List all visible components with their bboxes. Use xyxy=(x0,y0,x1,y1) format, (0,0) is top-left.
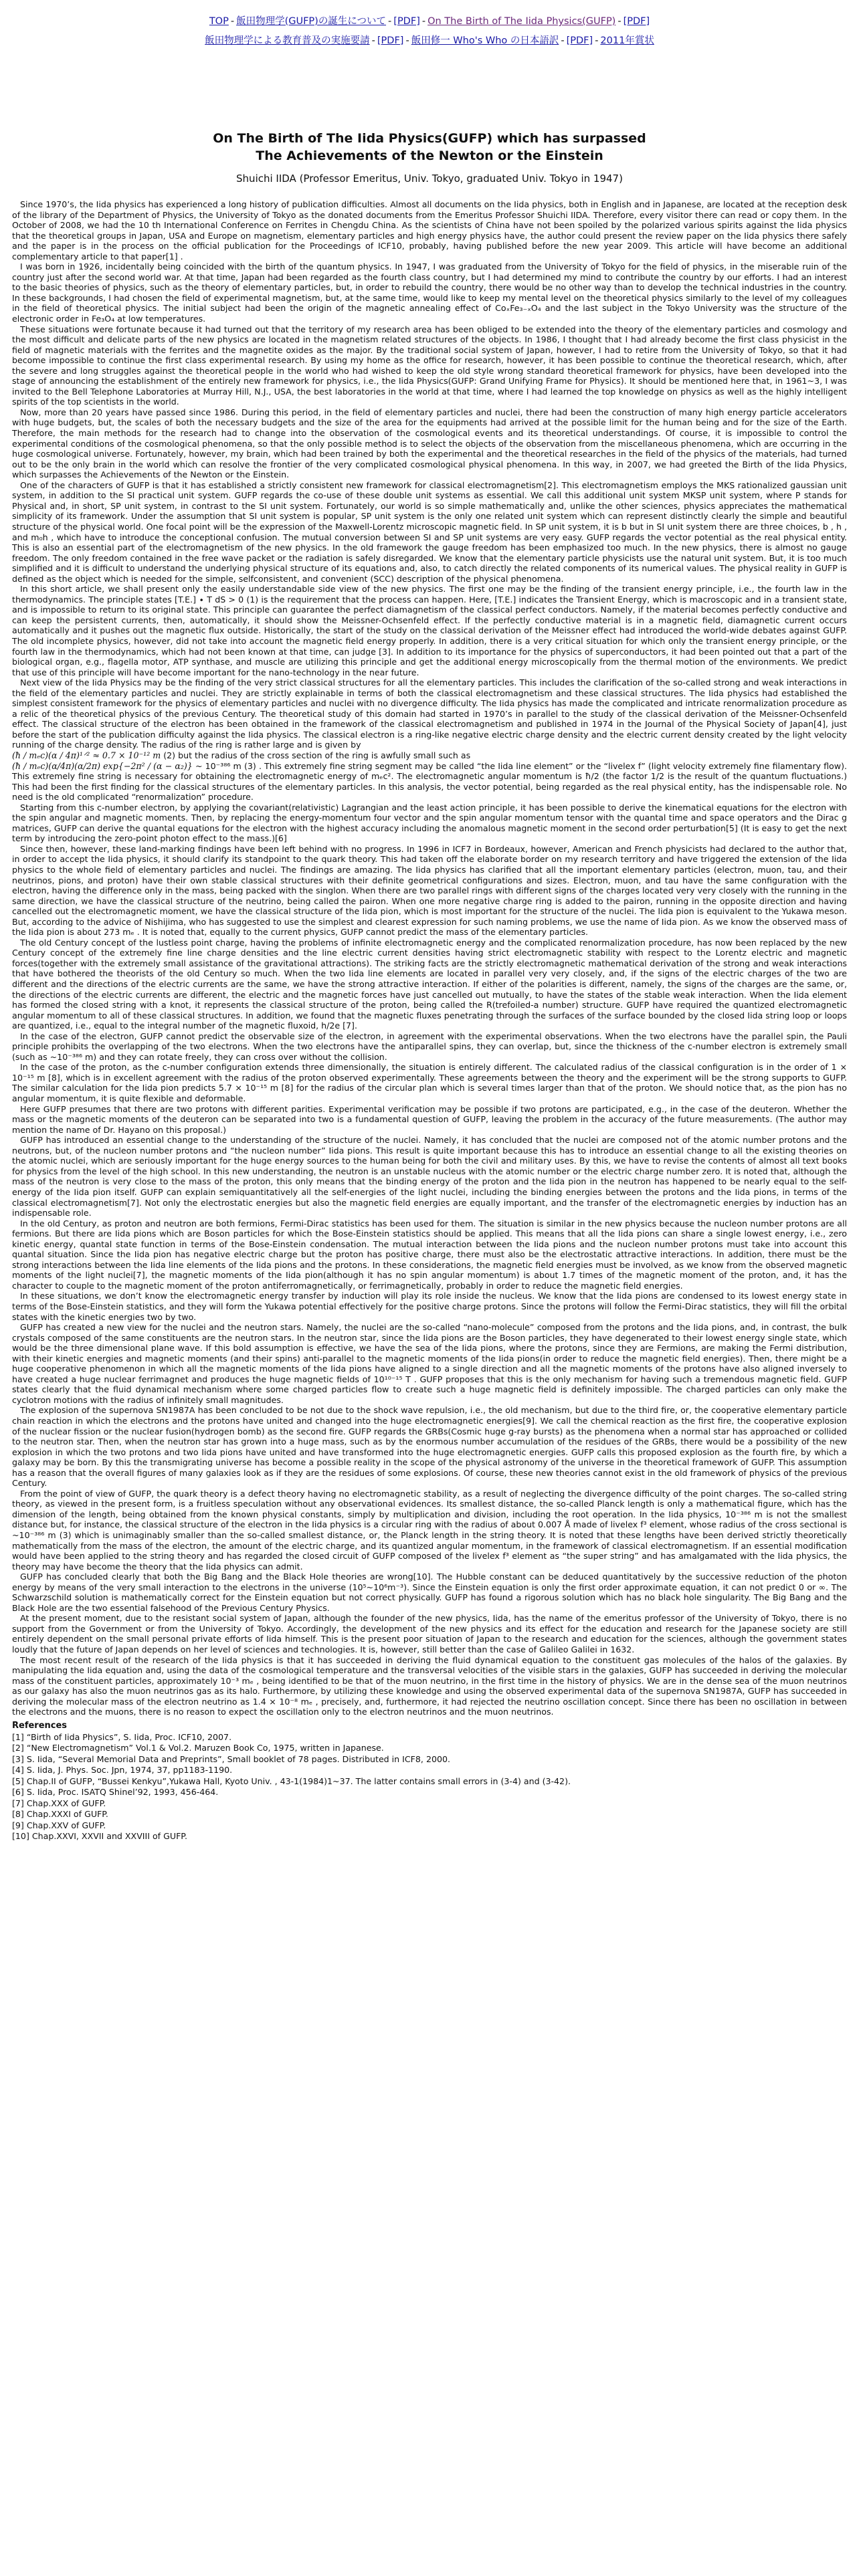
equation-2 xyxy=(12,750,847,761)
equation-3-formula: (ħ / mₑc)(α/4π)(α/2π) exp{−2π² / (α − α₂)} xyxy=(12,760,193,771)
nav-separator: - xyxy=(617,16,622,27)
nav-link[interactable]: [PDF] xyxy=(393,16,420,27)
nav-row-1 xyxy=(12,12,847,31)
paragraph: In the case of the electron, GUFP cannot predict the observable size of the electron, in agreement with the experimental observations. When the two electrons have the parallel spin, the Pauli principle prohibits the overlapping of the two electrons. When the two electrons have the antiparallel spins, they can overlap, but, since the thickness of the c-number electron is extremely small (such as ~10⁻³⁸⁶ m) and they can rotate freely, they can cross over without the collision. xyxy=(12,1031,847,1062)
paragraph: Since then, however, these land-marking findings have been left behind with no progress. In 1996 in ICF7 in Bordeaux, however, American and French physicists had declared to the author that, in order to accept the Iida physics, it should clarify its standpoint to the quark theory. This had taken off the elaborate border on my research territory and have triggered the extension of the Iida physics to the whole field of elementary particles and nuclei. The findings are amazing. The Iida physics has clarified that all the important elementary particles (electron, muon, tau, and their neutrinos, pions, and proton) have their own stable classical structures with their definite geometrical configurations and sizes. Electron, muon, and tau have the same configuration with the electron, having the difference only in the mass, being packed with the singlon. When there are two parallel rings with different signs of the charges located very very closely with the running in the same direction, we have the classical structure of the neutrino, being called the pairon. When one more negative charge ring is added to the pairon, running in the opposite direction and having cancelled out the electromagnetic moment, we have the classical structure of the Iida pion, which is most important for the structure of the nuclei. The Iida pion is equivalent to the Yukawa meson. But, according to the advice of Nishijima, who has suggested to use the simplest and clearest expression for such naming problems, we use the name of Iida pion. As we know the observed mass of the Iida pion is about 273 mₑ . It is noted that, equally to the current physics, GUFP cannot predict the mass of the elementary particles. xyxy=(12,843,847,938)
nav-link[interactable]: 飯田物理学による教育普及の実施要請 xyxy=(205,35,370,46)
reference-item: [2] “New Electromagnetism” Vol.1 & Vol.2. Maruzen Book Co, 1975, written in Japanese. xyxy=(12,1743,384,1753)
reference-item: [3] S. Iida, “Several Memorial Data and Preprints”, Small booklet of 78 pages. Distributed in ICF8, 2000. xyxy=(12,1753,450,1764)
nav-links xyxy=(12,12,847,51)
references-heading: References xyxy=(12,1720,68,1731)
reference-item: [8] Chap.XXXI of GUFP. xyxy=(12,1809,108,1820)
paragraph: In the old Century, as proton and neutron are both fermions, Fermi-Dirac statistics has been used for them. The situation is similar in the new physics because the nucleon number protons are all fermions. But there are Iida pions which are Boson particles for which the Bose-Einstein statistics should be applied. This means that all the Iida pions can share a single lowest energy, i.e., zero kinetic energy, quantal state function in terms of the Bose-Einstein condensation. The mutual interaction between the Iida pions and the nucleon number protons must take into account this quantal situation. Since the Iida pion has negative electric charge but the proton has positive charge, there must also be the electrostatic attractive interactions. In addition, there must be the strong interactions between the Iida line elements of the Iida pions and the protons. In these considerations, the magnetic field energies must be involved, as we know from the observed magnetic moments of the light nuclei[7], the magnetic moments of the Iida pion(although it has no spin angular momentum) is about 1.7 times of the magnetic moment of the proton, and, it has the character to couple to the magnetic moment of the proton antiferromagnetically, or ferrimagnetically, probably in order to reduce the magnetic field energies. xyxy=(12,1218,847,1291)
paragraph: The old Century concept of the lustless point charge, having the problems of infinite electromagnetic energy and the complicated renormalization procedure, has now been replaced by the new Century concept of the extremely fine line charge densities and the line electric current densities having strict electromagnetic stability with respect to the Lorentz electric and magnetic forces(together with the extremely small assistance of the gravitational attractions). The striking facts are the strictly electromagnetic mathematical derivation of the strong and weak interactions that have bothered the theorists of the old Century so much. When the two Iida line elements are located in parallel very very closely, and, if the signs of the electric charges of the two are different and the directions of the electric currents are the same, we have the strong attractive interaction. If either of the polarities is different, namely, the signs of the charges are the same, or, the directions of the electric currents are different, the electric and the magnetic forces have just cancelled out mutually, to have the states of the stable weak interaction. When the Iida element has formed the closed string with a knot, it represents the classical structure of the proton, being called the R(trefoiled-a number) structure. GUFP have required the quantized electromagnetic angular momentum to all of these classical structures. In addition, we found that the magnetic fluxes penetrating through the surfaces of the surface bounded by the closed Iida string loop or loops are quantized, i.e., equal to the integral number of the magnetic fluxoid, h/2e [7]. xyxy=(12,937,847,1031)
equation-3-value: ~ 10⁻³⁸⁶ m xyxy=(195,760,242,771)
title-block xyxy=(12,130,847,186)
nav-link[interactable]: 飯田修一 Who's Who の日本語訳 xyxy=(411,35,559,46)
nav-separator: - xyxy=(388,16,392,27)
nav-link[interactable]: TOP xyxy=(209,16,229,27)
paragraph: In the case of the proton, as the c-number configuration extends three dimensionally, the situation is entirely different. The calculated radius of the classical configuration is in the order of 1 × 10⁻¹⁵ m [8], which is in excellent agreement with the radius of the proton observed experimentally. These agreements between the theory and the experiment will be the strong supports to GUFP. The similar calculation for the Iida pion predicts 5.7 × 10⁻¹⁵ m [8] for the radius of the circular plan which is several times larger than that of the proton. We should notice that, as the pion has no angular momentum, it is quite flexible and deformable. xyxy=(12,1062,847,1104)
nav-link[interactable]: 2011年賞状 xyxy=(600,35,654,46)
paragraph: In this short article, we shall present only the easily understandable side view of the new physics. The first one may be the finding of the transient energy principle, i.e., the fourth law in the thermodynamics. The principle states [T.E.] ∙ T dS > 0 (1) is the requirement that the process can happen. Here, [T.E.] indicates the Transient Energy, which is macroscopic and in a transient state, and is impossible to return to its original state. This principle can guarantee the perfect diamagnetism of the classical perfect conductors. Namely, if the material becomes perfectly conductive and can keep the persistent currents, then, automatically, it should show the Meissner-Ochsenfeld effect. If the perfectly conductive material is in a magnetic field, diamagnetic current occurs automatically and it pushes out the magnetic flux outside. Historically, the start of the study on the classical derivation of the Meissner effect had introduced the world-wide debates against GUFP. The old incomplete physics, however, did not take into account the magnetic field energy properly. In addition, there is a very critical situation for which only the transient energy principle, or the fourth law in the thermodynamics, which had not been known at that time, can judge [3]. In addition to its importance for the physics of superconductors, it had been pointed out that a part of the biological organ, e.g., flagella motor, ATP synthase, and muscle are utilizing this principle and get the additional energy microscopically from the thermal motion of the environments. We predict that use of this principle will have become important for the nano-technology in the near future. xyxy=(12,584,847,677)
paragraph: The explosion of the supernova SN1987A has been concluded to be not due to the shock wave repulsion, i.e., the old mechanism, but due to the third fire, or, the cooperative elementary particle chain reaction in which the electrons and the protons have united and changed into the huge electromagnetic energies[9]. We call the chemical reaction as the first fire, the cooperative explosion of the nuclear fission or the nuclear fusion(hydrogen bomb) as the second fire. GUFP regards the GRBs(Cosmic huge g-ray bursts) as the phenomena when a normal star has approached or collided to the neutron star. Then, when the neutron star has grown into a huge mass, such as by the enormous number accumulation of the residues of the GRBs, there would be a possibility of the new explosion in which the two protons and two Iida pions have united and have transformed into the huge electromagnetic energies. GUFP calls this proposed explosion as the fourth fire, by which a galaxy may be born. By this the transmigrating universe has become a possible reality in the scope of the physical astronomy of the universe in the theoretical framework of GUFP. This assumption has a reason that the overall figures of many galaxies look as if they are the residues of some explosions. Of course, these new theories cannot exist in the old framework of physics of the previous Century. xyxy=(12,1405,847,1489)
equation-3-number: (3) xyxy=(244,760,256,771)
nav-link[interactable]: On The Birth of The Iida Physics(GUFP) xyxy=(427,16,616,27)
nav-separator: - xyxy=(230,16,235,27)
title-line-1: On The Birth of The Iida Physics(GUFP) which has surpassed xyxy=(213,131,646,146)
equation-2-number: (2) xyxy=(163,750,176,760)
equation-2-formula: (ħ / mₑc)(α / 4π)¹ᐟ² ≈ 0.7 × 10⁻¹² m xyxy=(12,750,161,760)
paragraph: Starting from this c-number electron, by applying the covariant(relativistic) Lagrangian and the least action principle, it has been possible to derive the kinematical equations for the electron with the spin angular and magnetic moments. Then, by replacing the energy-momentum four vector and the spin angular momentum tensor with the quantal time and space operators and the Dirac g matrices, GUFP can derive the quantal equations for the electron with the highest accuracy including the anomalous magnetic moment in the second order perturbation[5] (It is easy to get the next term by introducing the zero-point photon effect to the mass.)[6] xyxy=(12,802,847,844)
paragraph: The most recent result of the research of the Iida physics is that it has succeeded in deriving the fluid dynamical equation to the constituent gas molecules of the halos of the galaxies. By manipulating the Iida equation and, using the data of the cosmological temperature and the transversal velocities of the visible stars in the galaxies, GUFP has succeeded in deriving the molecular mass of the constituent particles, approximately 10⁻³ mₑ , being identified to be that of the muon neutrino, in the first time in the history of physics. We are in the dense sea of the muon neutrinos as our galaxy has also the muon neutrinos gas as its halo. Furthermore, by utilizing these knowledge and using the observed experimental data of the supernova SN1987A, GUFP has succeeded in deriving the molecular mass of the electron neutrino as 1.4 × 10⁻⁸ mₑ , precisely, and, furthermore, it had rejected the neutrino oscillation concept. Since there has been no oscillation in between the electrons and the muons, there is no reason to expect the oscillation only to the electron neutrinos and the muon neutrinos. xyxy=(12,1654,847,1717)
paragraph: GUFP has concluded clearly that both the Big Bang and the Black Hole theories are wrong[10]. The Hubble constant can be deduced quantitatively by the successive reduction of the photon energy by means of the very small interaction to the electrons in the universe (10⁵~10⁶m⁻³). Since the Einstein equation is only the first order approximate equation, it can not predict 0 or ∞. The Schwarzschild solution is mathematically correct for the Einstein equation but not correct physically. GUFP has found a rigorous solution which has no black hole singularity. The Big Bang and the Black Hole are the two essential falsehood of the Previous Century Physics. xyxy=(12,1572,847,1613)
nav-separator: - xyxy=(595,35,599,46)
paragraph: One of the characters of GUFP is that it has established a strictly consistent new framework for classical electromagnetism[2]. This electromagnetism employs the MKS rationalized gaussian unit system, in addition to the SI practical unit system. GUFP regards the co-use of these double unit systems as essential. We call this additional unit system MKSP unit system, where P stands for Physical and, in short, SP unit system, in contrast to the SI unit system. Fortunately, our world is so simple mathematically and, unlike the other sciences, physics appreciates the mathematical simplicity of its framework. Under the assumption that SI unit system is popular, SP unit system is the only one related unit system which can represent distinctly clearly the simple and beautiful structure of the physical world. One focal point will be the expression of the Maxwell-Lorentz microscopic magnetic field. In SP unit system, it is b but in SI unit system there are three choices, b , h , and m₀h , which have to introduce the conceptional confusion. The mutual conversion between SI and SP unit systems are very easy. GUFP regards the vector potential as the real physical entity. This is also an essential part of the electromagnetism of the new physics. In the old framework the gauge freedom has been emphasized too much. In the new physics, there is almost no gauge freedom. The only freedom contained in the free wave packet or the radiation is safely disregarded. We know that the elementary particle physicists use the natural unit system. But, it is too much simplified and it is difficult to understand the underlying physical structure of its equations and, also, to catch directly the related components of its numerical values. The physical reality in GUFP is defined as the object which is needed for the simple, selfconsistent, and convenient (SCC) description of the physical phenomena. xyxy=(12,479,847,584)
reference-item: [1] “Birth of Iida Physics”, S. Iida, Proc. ICF10, 2007. xyxy=(12,1731,232,1742)
equation-3-trail: . This extremely fine string segment may be called “the Iida line element” or the “livelex f” (light velocity extremely fine filamentary flow). This extremely fine string is necessary for obtaining the electromagnetic energy of mₑc². The electromagnetic angular momentum is ħ/2 (the factor 1/2 is the result of the quantum fluctuations.) This had been the first finding for the classical structures of the elementary particles. In this analysis, the vector potential, being regarded as the real physical entity, has the indispensable role. No need is the old complicated “renormalization” procedure. xyxy=(12,760,847,802)
paragraph: In these situations, we don’t know the electromagnetic energy transfer by induction will play its role inside the nucleus. We know that the Iida pions are condensed to its lowest energy state in terms of the Bose-Einstein statistics, and they will form the Yukawa potential effectively for the positive charge protons. Since the protons will follow the Fermi-Dirac statistics, they will fill the orbital states with the kinetic energies two by two. xyxy=(12,1291,847,1322)
paragraph: GUFP has introduced an essential change to the understanding of the structure of the nuclei. Namely, it has concluded that the nuclei are composed not of the atomic number protons and the neutrons, but, of the nucleon number protons and “the nucleon number” Iida pions. This result is quite important because this has to introduce an essential change to all the existing theories on the atomic nuclei, which are seriously important for the huge energy sources to the human being for both the civil and military uses. By this, we have to revise the contents of almost all text books for physics from the level of the high school. In this new understanding, the neutron is an unstable nucleus with the atomic number or the electric charge number zero. It is noted that, although the mass of the neutron is very close to the mass of the proton, this only means that the binding energy of the proton and the Iida pion in the neutron has happened to be nearly equal to the self-energy of the Iida pion itself. GUFP can explain semiquantitatively all the self-energies of the light nuclei, including the binding energies between the protons and the Iida pions, in terms of the classical electromagnetism[7]. Not only the electrostatic energies but also the magnetic field energies are equally important, and the transfer of the electromagnetic energies by induction has an indispensable role. xyxy=(12,1135,847,1218)
paragraph: GUFP has created a new view for the nuclei and the neutron stars. Namely, the nuclei are the so-called “nano-molecule” composed from the protons and the Iida pions, and, in contrast, the bulk crystals composed of the same constituents are the neutron stars. In the neutron star, since the Iida pions are the Boson particles, they have degenerated to their lowest energy single state, which would be the three dimensional plane wave. If this bold assumption is effective, we have the sea of the Iida pions, where the protons, since they are Fermions, are making the Fermi distribution, with their kinetic energies and magnetic moments (and their spins) anti-parallel to the magnetic moments of the Iida pions(in order to reduce the magnetic field energies). Then, there might be a huge cooperative phenomenon in which all the magnetic moments of the Iida pions have aligned to a single direction and all the magnetic moments of the protons have also aligned inversely to have created a huge nuclear ferrimagnet and produces the huge magnetic fields of 10¹⁰⁻¹⁵ T . GUFP proposes that this is the only mechanism for having such a tremendous magnetic field. GUFP states clearly that the fluid dynamical mechanism where some charged particles flow to create such a huge magnetic field is definitely impossible. The charged particles can only make the cyclotron motions with the radius of infinitely small magnitudes. xyxy=(12,1322,847,1405)
references-list xyxy=(12,1732,847,1842)
article-body xyxy=(12,199,847,1842)
nav-link[interactable]: 飯田物理学(GUFP)の誕生について xyxy=(236,16,387,27)
paragraph: These situations were fortunate because it had turned out that the territory of my research area has been obliged to be extended into the theory of the elementary particles and cosmology and the most difficult and delicate parts of the new physics are located in the magnetism related structures of the objects. In 1986, I thought that I had already become the first class physicist in the field of magnetic materials with the ferrites and the magnetite oxides as the major. By the traditional social system of Japan, however, I had to retire from the University of Tokyo, so that it had become impossible to continue the first class experimental research. By using my home as the office for research, however, it has been possible to continue the theoretical research, which, after the severe and long struggles against the theoretical people in the world who had wished to keep the old style wrong standard theoretical framework for physics, have been developed into the stage of announcing the establishment of the entirely new framework for physics, i.e., the Iida Physics(GUFP: Grand Unifying Frame for Physics). It should be mentioned here that, in 1961~3, I was invited to the Bell Telephone Laboratories at Murray Hill, N.J., USA, the best laboratories in the world at that time, where I had learned the top knowledge on physics as well as the highly intelligent spirits of the top scientists in the world. xyxy=(12,324,847,407)
paragraph: At the present moment, due to the resistant social system of Japan, although the founder of the new physics, Iida, has the name of the emeritus professor of the University of Tokyo, there is no support from the Government or from the University of Tokyo. Accordingly, the development of the new physics and its effect for the education and research for the Japanese society are still entirely dependent on the small personal private efforts of Iida himself. This is the present poor situation of Japan to the research and education for the sciences, although the government states loudly that the future of Japan depends on her level of sciences and technologies. It is, however, still better than the case of Galileo Galilei in 1632. xyxy=(12,1613,847,1655)
nav-separator: - xyxy=(421,16,426,27)
paragraph: Next view of the Iida Physics may be the finding of the very strict classical structures for all the elementary particles. This includes the clarification of the so-called strong and weak interactions in the field of the elementary particles and nuclei. They are strictly explainable in terms of both the classical electromagnetism and these classical structures. The Iida physics had established the simplest consistent framework for the physics of elementary particles and nuclei with no divergence difficulty. The Iida physics has made the complicated and intricate renormalization procedure as a relic of the theoretical physics of the previous Century. The theoretical study of this domain had started in 1970’s in parallel to the study of the classical derivation of the Meissner-Ochsenfeld effect. The classical structure of the electron has been obtained in the framework of the classical electromagnetism and published in 1974 in the Journal of the Physical Society of Japan[4], just before the start of the publication difficulty against the Iida physics. The classical electron is a ring-like negative electric charge density and the electric current density created by the light velocity running of the charge density. The radius of the ring is rather large and is given by xyxy=(12,677,847,750)
reference-item: [6] S. Iida, Proc. ISATQ Shinel’92, 1993, 456-464. xyxy=(12,1787,219,1798)
nav-link[interactable]: [PDF] xyxy=(377,35,404,46)
title-line-2: The Achievements of the Newton or the Einstein xyxy=(256,148,603,163)
nav-row-2 xyxy=(12,31,847,51)
nav-separator: - xyxy=(405,35,409,46)
paragraph: From the point of view of GUFP, the quark theory is a defect theory having no electromagnetic stability, as a result of neglecting the divergence difficulty of the point charges. The so-called string theory, as viewed in the present form, is a fruitless speculation without any observational evidences. Its smallest distance, the so-called Planck length is only a mathematical figure, which has the dimension of the length, being obtained from the known physical constants, simply by multiplication and division, including the root operation. In the Iida physics, 10⁻³⁸⁶ m is not the smallest distance but, for instance, the classical structure of the electron in the Iida physics is a circular ring with the radius of about 0.007 Å made of livelex f³ element, whose radius of the cross sectional is ~10⁻³⁸⁶ m (3) which is unimaginably smaller than the so-called smallest distance, or, the Planck length in the string theory. It is noted that these lengths have been derived strictly theoretically mathematically from the mass of the electron, the amount of the electric charge, and its quantized angular momentum, in the framework of classical electromagnetism. If an essential modification would have been applied to the string theory and has regarded the closed circuit of GUFP composed of the livelex f³ element as “the super string” and has amalgamated with the Iida physics, the theory may have become the theory that the Iida physics can admit. xyxy=(12,1488,847,1572)
reference-item: [5] Chap.II of GUFP, “Bussei Kenkyu”,Yukawa Hall, Kyoto Univ. , 43-1(1984)1~37. The latter contains small errors in (3-4) and (3-42). xyxy=(12,1776,571,1786)
reference-item: [9] Chap.XXV of GUFP. xyxy=(12,1820,106,1830)
reference-item: [7] Chap.XXX of GUFP. xyxy=(12,1798,106,1808)
paragraph: Here GUFP presumes that there are two protons with different parities. Experimental verification may be possible if two protons are participated, e.g., in the case of the deuteron. Whether the mass or the magnetic moments of the deuteron can be separated into two is a fundamental question of GUFP, leaving the problem in the accuracy of the future measurements. (The author may mention the name of Dr. Hayano on this proposal.) xyxy=(12,1103,847,1135)
paragraph-group-1 xyxy=(12,199,847,750)
equation-3 xyxy=(12,761,847,802)
reference-item: [10] Chap.XXVI, XXVII and XXVIII of GUFP. xyxy=(12,1831,187,1842)
nav-link[interactable]: [PDF] xyxy=(566,35,593,46)
nav-separator: - xyxy=(561,35,565,46)
nav-separator: - xyxy=(371,35,375,46)
author-line: Shuichi IIDA (Professor Emeritus, Univ. Tokyo, graduated Univ. Tokyo in 1947) xyxy=(236,173,623,185)
paragraph: Now, more than 20 years have passed since 1986. During this period, in the field of elementary particles and nuclei, there had been the construction of many high energy particle accelerators with huge budgets, but, the scales of both the necessary budgets and the size of the area for the equipments had arrived at the possible limit for the human being and for the size of the Earth. Therefore, the main methods for the research had to change into the observation of the cosmological events and its theoretical understandings. Of course, it is impossible to control the experimental conditions of the cosmological phenomena, so that the only possible method is to select the objects of the observation from the miscellaneous phenomena, which are occurring in the huge cosmological universe. Fortunately, however, my brain, which had been trained by both the experimental and the theoretical researches in the field of the physics of the materials, had turned out to be the only brain in the world which can resolve the frontier of the very complicated cosmological physical phenomena. In this way, in 2007, we had greeted the Birth of the Iida Physics, which surpasses the Achievements of the Newton or the Einstein. xyxy=(12,407,847,480)
equation-2-trail: but the radius of the cross section of the ring is awfully small such as xyxy=(178,750,471,760)
paragraph-group-2 xyxy=(12,802,847,1717)
paragraph: Since 1970’s, the Iida physics has experienced a long history of publication difficulties. Almost all documents on the Iida physics, both in English and in Japanese, are located at the reception desk of the library of the Department of Physics, the University of Tokyo as the donated documents from the Emeritus Professor Shuichi IIDA. Therefore, every visitor there can read or copy them. In the October of 2008, we had the 10 th International Conference on Ferrites in Chengdu China. As the scientists of China have not been spoiled by the polarized various spirits against the Iida physics that the theoretical groups in Japan, USA and Europe on magnetism, elementary particles and high energy physics have, the author could present the review paper on the Iida physics there safely and the paper is in the process on the official publication for the Proceedings of ICF10, probably, having published before the new year 2009. This article will have become an additional complementary article to that paper[1] . xyxy=(12,199,847,261)
nav-link[interactable]: [PDF] xyxy=(623,16,650,27)
reference-item: [4] S. Iida, J. Phys. Soc. Jpn, 1974, 37, pp1183-1190. xyxy=(12,1765,233,1776)
paragraph: I was born in 1926, incidentally being coincided with the birth of the quantum physics. In 1947, I was graduated from the University of Tokyo for the field of physics, in the miserable ruin of the country just after the second world war. At that time, Japan had been regarded as the fourth class country, but I had determined my mind to contribute the country by our efforts. I had an interest to the basic theories of physics, such as the theory of elementary particles, but, in order to rebuild the country, there would be no other way than to develop the technical industries in the country. In these backgrounds, I had chosen the field of experimental magnetism, but, at the same time, would like to keep my mental level on the theoretical physics similarly to the level of my colleagues in the field of theoretical physics. The initial subject had been the origin of the magnetic annealing effect of CoₓFe₃₋ₓO₄ and the last subject in the Tokyo University was the structure of the electronic order in Fe₃O₄ at low temperatures. xyxy=(12,261,847,324)
